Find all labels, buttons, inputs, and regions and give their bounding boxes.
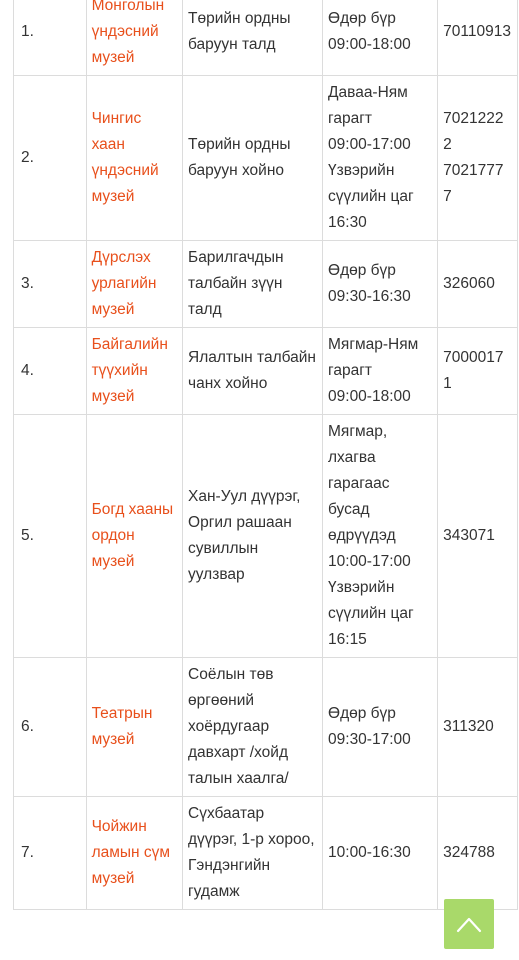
phone-number: 324788 bbox=[443, 844, 495, 861]
museum-name-cell bbox=[86, 797, 182, 910]
row-number: 3. bbox=[14, 241, 87, 328]
phone-cell bbox=[438, 76, 518, 241]
phone-cell bbox=[438, 415, 518, 658]
hours-cell bbox=[323, 0, 438, 76]
location-cell: Соёлын төв өргөөний хоёрдугаар давхарт /хойд талын хаалга/ bbox=[183, 658, 323, 797]
phone-number: 343071 bbox=[443, 527, 495, 544]
row-number: 1. bbox=[14, 0, 87, 76]
museum-name-cell bbox=[86, 241, 182, 328]
scroll-to-top-button[interactable] bbox=[444, 899, 494, 949]
phone-number: 70000171 bbox=[443, 349, 504, 392]
hours-cell bbox=[323, 797, 438, 910]
table-row bbox=[14, 797, 518, 910]
phone-number: 326060 bbox=[443, 275, 495, 292]
row-number: 6. bbox=[14, 658, 87, 797]
museum-name-cell bbox=[86, 328, 182, 415]
hours-line: 09:30-16:30 bbox=[328, 288, 411, 305]
hours-cell bbox=[323, 415, 438, 658]
hours-cell bbox=[323, 658, 438, 797]
hours-line: 16:15 bbox=[328, 631, 367, 648]
table-row bbox=[14, 0, 518, 76]
museum-name-cell bbox=[86, 658, 182, 797]
table-row bbox=[14, 76, 518, 241]
phone-cell bbox=[438, 797, 518, 910]
museum-name-cell bbox=[86, 0, 182, 76]
table-row bbox=[14, 415, 518, 658]
museum-name-link[interactable]: Байгалийн түүхийн музей bbox=[91, 336, 168, 405]
phone-cell bbox=[438, 328, 518, 415]
location-cell: Сүхбаатар дүүрэг, 1-р хороо, Гэндэнгийн гудамж bbox=[183, 797, 323, 910]
hours-line: 09:00-17:00 bbox=[328, 136, 411, 153]
museum-name-link[interactable]: Театрын музей bbox=[91, 705, 153, 748]
row-number: 4. bbox=[14, 328, 87, 415]
phone-cell bbox=[438, 658, 518, 797]
hours-cell bbox=[323, 241, 438, 328]
row-number: 7. bbox=[14, 797, 87, 910]
hours-line: 09:30-17:00 bbox=[328, 731, 411, 748]
row-number: 5. bbox=[14, 415, 87, 658]
phone-number: 70212222 bbox=[443, 110, 504, 153]
hours-line: 16:30 bbox=[328, 214, 367, 231]
location-cell: Хан-Уул дүүрэг, Оргил рашаан сувиллын уулзвар bbox=[183, 415, 323, 658]
hours-line: 09:00-18:00 bbox=[328, 36, 411, 53]
hours-line: Мягмар, лхагва гарагаас бусад өдрүүдэд bbox=[328, 423, 396, 544]
hours-line: Даваа-Ням гарагт bbox=[328, 84, 408, 127]
hours-line: Өдөр бүр bbox=[328, 262, 396, 279]
table-row bbox=[14, 658, 518, 797]
hours-cell bbox=[323, 328, 438, 415]
chevron-up-icon bbox=[456, 915, 482, 933]
museum-name-link[interactable]: Монголын үндэсний музей bbox=[91, 0, 165, 66]
museum-table bbox=[13, 0, 518, 910]
museum-name-link[interactable]: Чингис хаан үндэсний музей bbox=[91, 110, 159, 205]
museum-name-link[interactable]: Чойжин ламын сүм музей bbox=[91, 818, 171, 887]
table-row bbox=[14, 328, 518, 415]
hours-line: 10:00-17:00 bbox=[328, 553, 411, 570]
table-row bbox=[14, 241, 518, 328]
phone-number: 311320 bbox=[443, 718, 494, 735]
museum-name-cell bbox=[86, 76, 182, 241]
hours-cell bbox=[323, 76, 438, 241]
museum-name-cell bbox=[86, 415, 182, 658]
hours-line: Үзвэрийн сүүлийн цаг bbox=[328, 579, 414, 622]
location-cell: Төрийн ордны баруун хойно bbox=[183, 76, 323, 241]
museum-name-link[interactable]: Богд хааны ордон музей bbox=[91, 501, 174, 570]
hours-line: Мягмар-Ням гарагт bbox=[328, 336, 419, 379]
museum-name-link[interactable]: Дүрслэх урлагийн музей bbox=[91, 249, 157, 318]
hours-line: 09:00-18:00 bbox=[328, 388, 411, 405]
row-number: 2. bbox=[14, 76, 87, 241]
hours-line: Өдөр бүр bbox=[328, 10, 396, 27]
phone-cell bbox=[438, 0, 518, 76]
location-cell: Төрийн ордны баруун талд bbox=[183, 0, 323, 76]
hours-line: Өдөр бүр bbox=[328, 705, 396, 722]
hours-line: 10:00-16:30 bbox=[328, 844, 411, 861]
hours-line: Үзвэрийн сүүлийн цаг bbox=[328, 162, 414, 205]
phone-number: 70110913 bbox=[443, 23, 511, 40]
location-cell: Барилгачдын талбайн зүүн талд bbox=[183, 241, 323, 328]
phone-number: 70217777 bbox=[443, 162, 504, 205]
location-cell: Ялалтын талбайн чанх хойно bbox=[183, 328, 323, 415]
phone-cell bbox=[438, 241, 518, 328]
